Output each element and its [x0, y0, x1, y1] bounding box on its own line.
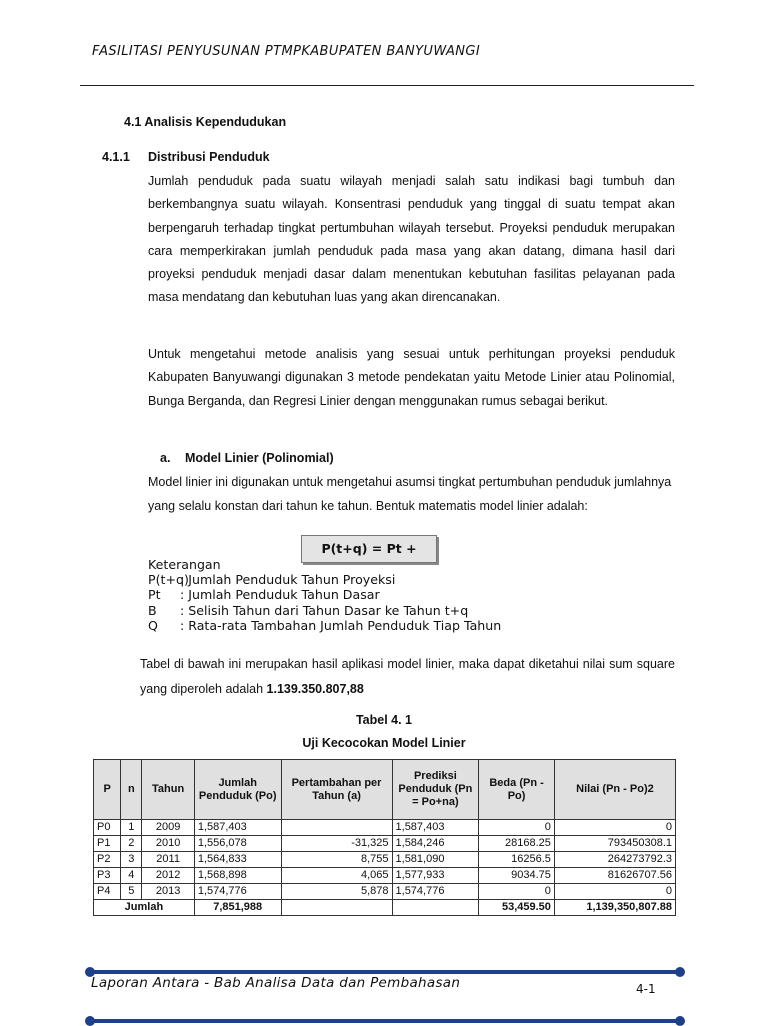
table-cell: P3	[94, 868, 121, 884]
table-cell: 2009	[142, 820, 194, 836]
table-cell: 16256.5	[479, 852, 555, 868]
total-label: Jumlah	[94, 900, 195, 916]
header-title: FASILITASI PENYUSUNAN PTMPKABUPATEN BANYUWANGI	[92, 44, 481, 59]
header-divider	[80, 85, 694, 86]
table-cell: P4	[94, 884, 121, 900]
table-row	[94, 820, 676, 836]
keterangan-title: Keterangan	[148, 557, 221, 572]
table-cell: 264273792.3	[554, 852, 675, 868]
table-total-row	[94, 900, 676, 916]
table-cell: 1,568,898	[194, 868, 281, 884]
table-cell: 0	[554, 884, 675, 900]
table-cell: 1,556,078	[194, 836, 281, 852]
footer-top-line	[90, 970, 680, 974]
page-number: 4-1	[636, 982, 656, 996]
keterangan-item	[148, 603, 501, 618]
keterangan-list	[148, 557, 501, 633]
col-header: Tahun	[142, 760, 194, 820]
table-row	[94, 852, 676, 868]
table-cell	[281, 820, 392, 836]
sum-square-value: 1.139.350.807,88	[266, 682, 364, 696]
table-cell: 28168.25	[479, 836, 555, 852]
table-cell: 1,587,403	[392, 820, 479, 836]
table-cell: -31,325	[281, 836, 392, 852]
table-cell: 1,574,776	[392, 884, 479, 900]
table-cell: 1,574,776	[194, 884, 281, 900]
table-cell: P1	[94, 836, 121, 852]
table-cell: 1,564,833	[194, 852, 281, 868]
table-cell: 1,581,090	[392, 852, 479, 868]
keterangan-desc: : Jumlah Penduduk Tahun Proyeksi	[180, 572, 396, 588]
table-cell: 2012	[142, 868, 194, 884]
paragraph-3: Model linier ini digunakan untuk mengetahui asumsi tingkat pertumbuhan penduduk jumlahnya yang selalu konstan dari tahun ke tahun. Bentuk matematis model linier adalah:	[148, 475, 672, 513]
total-jumlah: 7,851,988	[194, 900, 281, 916]
paragraph-4	[140, 652, 675, 702]
table-cell: 81626707.56	[554, 868, 675, 884]
col-header: Prediksi Penduduk (Pn = Po+na)	[392, 760, 479, 820]
footer-bottom-line	[90, 1019, 680, 1023]
keterangan-symbol: Pt	[148, 587, 161, 603]
table-row	[94, 884, 676, 900]
table-cell: 2010	[142, 836, 194, 852]
total-nilai: 1,139,350,807.88	[554, 900, 675, 916]
col-header: P	[94, 760, 121, 820]
table-cell-empty	[392, 900, 479, 916]
section-title: 4.1 Analisis Kependudukan	[124, 115, 287, 129]
col-header: Pertambahan per Tahun (a)	[281, 760, 392, 820]
table-cell: 1,587,403	[194, 820, 281, 836]
keterangan-item	[148, 618, 501, 633]
table-cell: 1,577,933	[392, 868, 479, 884]
table-cell: 0	[554, 820, 675, 836]
table-cell: 4,065	[281, 868, 392, 884]
linear-model-table	[93, 759, 676, 916]
paragraph-2: Untuk mengetahui metode analisis yang sesuai untuk perhitungan proyeksi penduduk Kabupaten Banyuwangi digunakan 3 metode pendekatan yaitu Metode Linier atau Polinomial, Bunga Berganda, dan Regresi Linier dengan menggunakan rumus sebagai berikut.	[148, 347, 675, 408]
table-cell-empty	[281, 900, 392, 916]
table-cell: 4	[121, 868, 142, 884]
table-row	[94, 836, 676, 852]
table-cell: 3	[121, 852, 142, 868]
model-title: Model Linier (Polinomial)	[185, 451, 334, 465]
col-header: Beda (Pn - Po)	[479, 760, 555, 820]
table-cell: 8,755	[281, 852, 392, 868]
formula-box: P(t+q) = Pt +	[301, 535, 437, 563]
keterangan-item	[148, 587, 501, 602]
table-cell: 0	[479, 820, 555, 836]
model-letter: a.	[160, 451, 171, 465]
keterangan-symbol: P(t+q)	[148, 572, 189, 588]
subsection-title: Distribusi Penduduk	[148, 150, 270, 164]
table-cell: 2	[121, 836, 142, 852]
table-cell: 2013	[142, 884, 194, 900]
table-caption: Tabel 4. 1	[355, 713, 413, 727]
table-cell: 0	[479, 884, 555, 900]
table-cell: 793450308.1	[554, 836, 675, 852]
table-cell: 1,584,246	[392, 836, 479, 852]
keterangan-symbol: B	[148, 602, 157, 618]
total-beda: 53,459.50	[479, 900, 555, 916]
col-header: Jumlah Penduduk (Po)	[194, 760, 281, 820]
keterangan-desc: : Jumlah Penduduk Tahun Dasar	[180, 587, 380, 603]
table-row	[94, 868, 676, 884]
footer-text: Laporan Antara - Bab Analisa Data dan Pembahasan	[91, 975, 461, 991]
keterangan-symbol: Q	[148, 617, 158, 633]
paragraph-4-text: Tabel di bawah ini merupakan hasil aplikasi model linier, maka dapat diketahui nilai sum square yang diperoleh adalah	[140, 657, 675, 696]
table-cell: P2	[94, 852, 121, 868]
table-cell: 9034.75	[479, 868, 555, 884]
table-subcaption: Uji Kecocokan Model Linier	[302, 736, 466, 750]
table-cell: 1	[121, 820, 142, 836]
footer-line-dot	[675, 1016, 685, 1026]
paragraph-1: Jumlah penduduk pada suatu wilayah menjadi salah satu indikasi bagi tumbuh dan berkembangnya suatu wilayah. Konsentrasi penduduk yang tinggal di suatu tempat akan berpengaruh terhadap tingkat pertumbuhan wilayah tersebut. Proyeksi penduduk merupakan cara memperkirakan jumlah penduduk pada masa yang akan datang, dimana hasil dari proyeksi penduduk menjadi dasar dalam menentukan kebutuhan fasilitas pelayanan pada masa mendatang dan kebutuhan luas yang akan direncanakan.	[148, 174, 675, 305]
table-cell: 5	[121, 884, 142, 900]
col-header: Nilai (Pn - Po)2	[554, 760, 675, 820]
table-cell: P0	[94, 820, 121, 836]
keterangan-desc: : Rata-rata Tambahan Jumlah Penduduk Tiap Tahun	[180, 617, 502, 633]
table-header-row	[94, 760, 676, 820]
table-cell: 5,878	[281, 884, 392, 900]
keterangan-desc: : Selisih Tahun dari Tahun Dasar ke Tahun t+q	[180, 602, 469, 618]
col-header: n	[121, 760, 142, 820]
keterangan-item	[148, 572, 501, 587]
footer-line-dot	[85, 1016, 95, 1026]
subsection-number: 4.1.1	[102, 150, 130, 164]
table-cell: 2011	[142, 852, 194, 868]
footer-line-dot	[675, 967, 685, 977]
